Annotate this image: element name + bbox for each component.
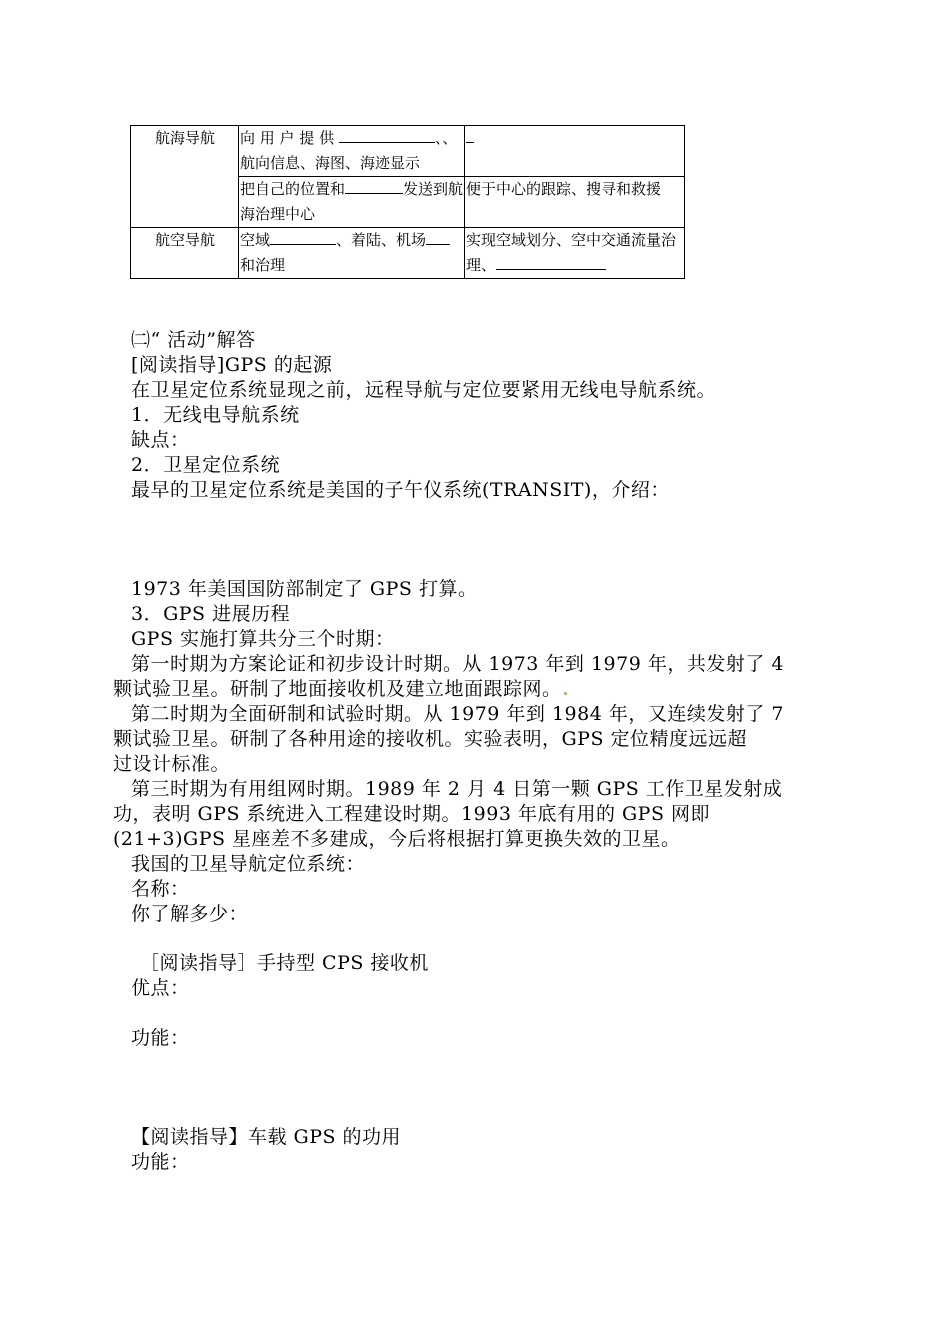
table-cell: 便于中心的跟踪、搜寻和救援 (465, 177, 685, 228)
fill-in-blank (339, 126, 435, 143)
label: 功能： (131, 1027, 190, 1049)
reading-guide-title: ［阅读指导］手持型 CPS 接收机 (140, 952, 429, 974)
label: 优点： (131, 977, 190, 999)
reading-guide-title: 【阅读指导】车载 GPS 的功用 (131, 1126, 402, 1148)
fill-in-blank (466, 126, 474, 143)
table-cell (465, 126, 685, 177)
fill-in-blank (270, 228, 336, 245)
table-cell-category: 航海导航 (131, 126, 239, 228)
label: 功能： (131, 1151, 190, 1173)
paragraph: 功，表明 GPS 系统进入工程建设时期。1993 年底有用的 GPS 网即 (113, 803, 711, 825)
paragraph: 最早的卫星定位系统是美国的子午仪系统(TRANSIT)，介绍： (131, 479, 670, 501)
paragraph: GPS 实施打算共分三个时期： (131, 628, 395, 650)
paragraph: 我国的卫星导航定位系统： (131, 853, 366, 875)
table-cell: 向 用 户 提 供 、、航向信息、海图、海迹显示 (239, 126, 465, 177)
navigation-table (130, 125, 685, 279)
reading-guide-title: [阅读指导]GPS 的起源 (131, 354, 333, 376)
table-cell: 空域 、着陆、机场和治理 (239, 228, 465, 279)
paragraph: 1973 年美国国防部制定了 GPS 打算。 (131, 578, 478, 600)
label: 名称： (131, 878, 190, 900)
table-cell-category: 航空导航 (131, 228, 239, 279)
list-item: 2．卫星定位系统 (131, 454, 281, 476)
paragraph: 在卫星定位系统显现之前，远程导航与定位要紧用无线电导航系统。 (131, 379, 717, 401)
paragraph: (21+3)GPS 星座差不多建成，今后将根据打算更换失效的卫星。 (113, 828, 681, 850)
label: 你了解多少： (131, 903, 249, 925)
activity-heading: ㈡“ 活动”解答 (131, 329, 256, 351)
label: 缺点： (131, 429, 190, 451)
paragraph: 颗试验卫星。研制了地面接收机及建立地面跟踪网。 (113, 677, 567, 701)
paragraph: 第二时期为全面研制和试验时期。从 1979 年到 1984 年，又连续发射了 7 (131, 703, 784, 725)
table-cell: 实现空域划分、空中交通流量治理、 (465, 228, 685, 279)
fill-in-blank (496, 253, 606, 270)
paragraph: 第三时期为有用组网时期。1989 年 2 月 4 日第一颗 GPS 工作卫星发射成 (131, 778, 783, 800)
paragraph: 颗试验卫星。研制了各种用途的接收机。实验表明，GPS 定位精度远远超 (113, 728, 748, 750)
list-item: 1．无线电导航系统 (131, 404, 300, 426)
table-row (131, 228, 685, 279)
table-row (131, 126, 685, 177)
list-item: 3．GPS 进展历程 (131, 603, 291, 625)
fill-in-blank (426, 228, 450, 245)
paragraph: 第一时期为方案论证和初步设计时期。从 1973 年到 1979 年，共发射了 4 (131, 653, 784, 675)
paragraph: 过设计标准。 (113, 753, 231, 775)
fill-in-blank (345, 177, 403, 194)
table-cell: 把自己的位置和 发送到航海治理中心 (239, 177, 465, 228)
highlight-mark (564, 692, 567, 695)
